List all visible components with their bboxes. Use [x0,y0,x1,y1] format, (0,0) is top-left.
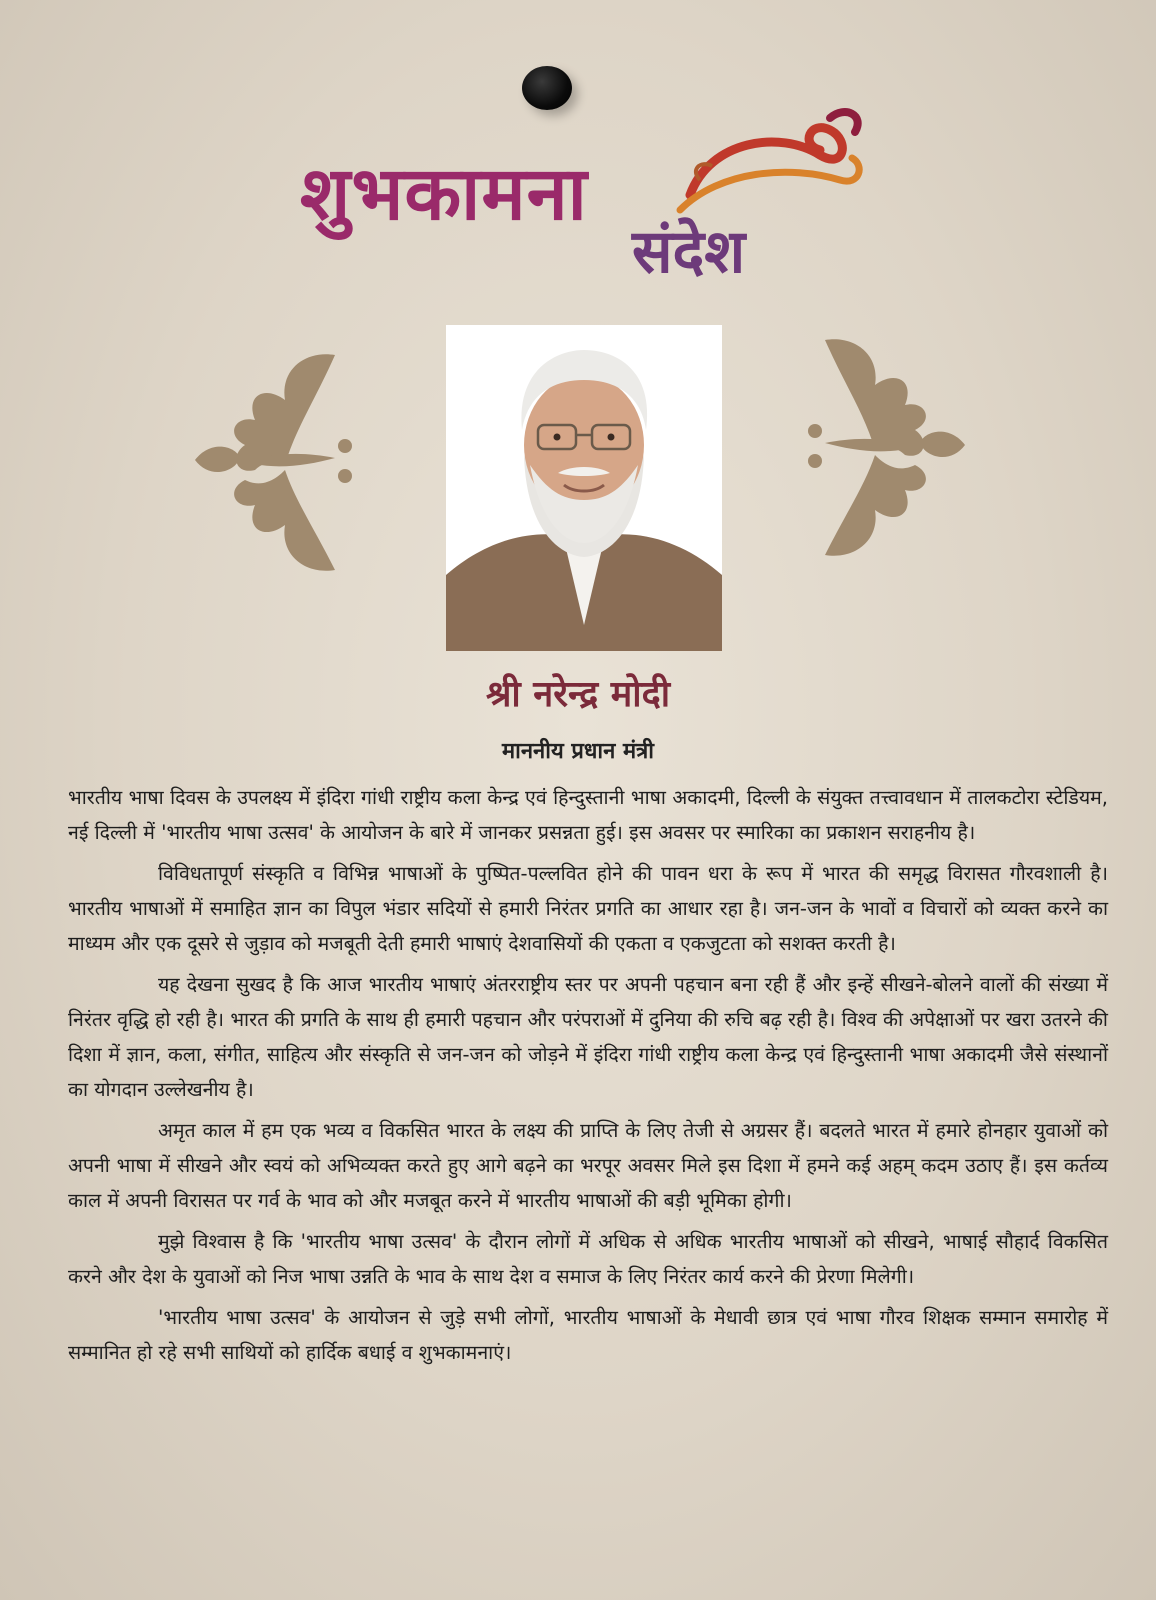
title-main: शुभकामना [300,151,588,237]
message-paragraph: मुझे विश्वास है कि 'भारतीय भाषा उत्सव' के दौरान लोगों में अधिक से अधिक भारतीय भाषाओं को सीखने, भाषाई सौहार्द विकसित करने और देश के युवाओं को निज भाषा उन्नति के भाव के साथ देश व समाज के लिए निरंतर कार्य करने की प्रेरणा मिलेगी। [68,1230,1109,1288]
message-paragraph: यह देखना सुखद है कि आज भारतीय भाषाएं अंतरराष्ट्रीय स्तर पर अपनी पहचान बना रही हैं और इन्हें सीखने-बोलने वालों की संख्या में निरंतर वृद्धि हो रही है। भारत की प्रगति के साथ ही हमारी पहचान और परंपराओं में दुनिया की रुचि बढ़ रही है। विश्व की अपेक्षाओं पर खरा उतरने की दिशा में ज्ञान, कला, संगीत, साहित्य और संस्कृति से जन-जन को जोड़ने में इंदिरा गांधी राष्ट्रीय कला केन्द्र एवं हिन्दुस्तानी भाषा अकादमी जैसे संस्थानों का योगदान उल्लेखनीय है। [68,973,1108,1101]
message-body [68,780,1108,1376]
floral-ornament-left-icon [185,340,360,585]
message-paragraph: अमृत काल में हम एक भव्य व विकसित भारत के लक्ष्य की प्राप्ति के लिए तेजी से अग्रसर हैं। बदलते भारत में हमारे होनहार युवाओं को अपनी भाषा में सीखने और स्वयं को अभिव्यक्त करते हुए आगे बढ़ने का भरपूर अवसर मिले इस दिशा में हमने कई अहम् कदम उठाए हैं। इस कर्तव्य काल में अपनी विरासत पर गर्व के भाव को और मजबूत करने में भारतीय भाषाओं की बड़ी भूमिका होगी। [68,1119,1108,1212]
message-paragraph: भारतीय भाषा दिवस के उपलक्ष्य में इंदिरा गांधी राष्ट्रीय कला केन्द्र एवं हिन्दुस्तानी भाषा अकादमी, दिल्ली के संयुक्त तत्त्वावधान में तालकटोरा स्टेडियम, नई दिल्ली में 'भारतीय भाषा उत्सव' के आयोजन के बारे में जानकर प्रसन्नता हुई। इस अवसर पर स्मारिका का प्रकाशन सराहनीय है। [68,786,1108,844]
person-designation: माननीय प्रधान मंत्री [501,739,654,764]
header [290,100,870,300]
title-sub: संदेश [632,217,746,287]
message-paragraph: 'भारतीय भाषा उत्सव' के आयोजन से जुड़े सभी लोगों, भारतीय भाषाओं के मेधावी छात्र एवं भाषा गौरव शिक्षक सम्मान समारोह में सम्मानित हो रहे सभी साथियों को हार्दिक बधाई व शुभकामनाएं। [68,1306,1108,1364]
portrait-photo [446,325,722,651]
message-paragraph: विविधतापूर्ण संस्कृति व विभिन्न भाषाओं के पुष्पित-पल्लवित होने की पावन धरा के रूप में भारत की समृद्ध विरासत गौरवशाली है। भारतीय भाषाओं में समाहित ज्ञान का विपुल भंडार सदियों से हमारी निरंतर प्रगति का आधार रहा है। जन-जन के भावों व विचारों को व्यक्त करने का माध्यम और एक दूसरे से जुड़ाव को मजबूती देती हमारी भाषाएं देशवासियों की एकता व एकजुटता को सशक्त करती है। [68,862,1108,955]
portrait-illustration [446,325,722,651]
floral-ornament-right-icon [800,325,975,570]
swirl-ornament-icon [670,100,870,220]
person-name: श्री नरेन्द्र मोदी [485,673,671,715]
